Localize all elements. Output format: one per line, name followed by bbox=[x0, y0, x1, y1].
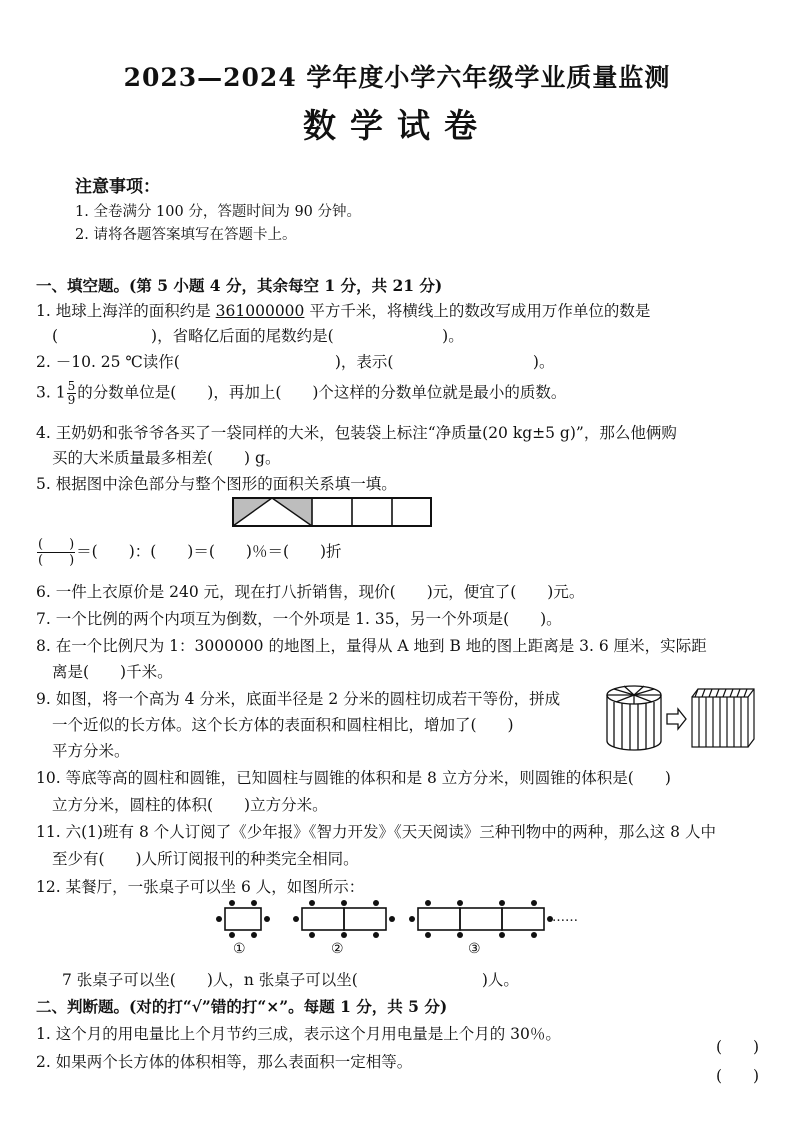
table-1 bbox=[225, 908, 261, 930]
table-3-b bbox=[460, 908, 502, 930]
question-3 bbox=[36, 380, 566, 407]
q1-text-after: 平方千米，将横线上的数改写成用万作单位的数是 bbox=[304, 302, 651, 320]
question-1-line1 bbox=[36, 299, 650, 321]
fraction-numerator: 5 bbox=[67, 379, 76, 393]
question-9-line1: 9. 如图，将一个高为 4 分米，底面半径是 2 分米的圆柱切成若干等份，拼成 bbox=[36, 690, 561, 708]
figure-label-1: ① bbox=[233, 941, 246, 957]
question-9-line2: 一个近似的长方体。这个长方体的表面积和圆柱相比，增加了( ) bbox=[52, 716, 514, 734]
table-3-c bbox=[502, 908, 544, 930]
right-arrow bbox=[667, 709, 686, 729]
table-seating-figure bbox=[210, 898, 590, 960]
notice-heading: 注意事项： bbox=[75, 177, 160, 197]
question-8-line2: 离是( )千米。 bbox=[52, 663, 173, 681]
table-2-left bbox=[302, 908, 344, 930]
question-8-line1: 8. 在一个比例尺为 1：3000000 的地图上，量得从 A 地到 B 地的图上距离是 3. 6 厘米，实际距 bbox=[36, 637, 707, 655]
question-11-line1: 11. 六(1)班有 8 个人订阅了《少年报》《智力开发》《天天阅读》三种刊物中的两种，那么这 8 人中 bbox=[36, 823, 716, 841]
judge-question-1: 1. 这个月的用电量比上个月节约三成，表示这个月用电量是上个月的 30％。 bbox=[36, 1025, 561, 1043]
notice-item-2: 2. 请将各题答案填写在答题卡上。 bbox=[75, 227, 297, 243]
table-2-right bbox=[344, 908, 386, 930]
question-6: 6. 一件上衣原价是 240 元，现在打八折销售，现价( )元，便宜了( )元。 bbox=[36, 583, 585, 601]
question-12: 12. 某餐厅，一张桌子可以坐 6 人，如图所示： bbox=[36, 878, 365, 896]
exam-subtitle: 数学试卷 bbox=[303, 106, 491, 145]
approx-cuboid bbox=[692, 689, 754, 747]
q1-underlined-number: 361000000 bbox=[215, 302, 305, 320]
mixed-fraction bbox=[67, 380, 77, 407]
judge-answer-blank-2: ( ) bbox=[716, 1067, 760, 1085]
q1-text-before: 1. 地球上海洋的面积约是 bbox=[36, 302, 216, 320]
figure-label-2: ② bbox=[331, 941, 344, 957]
figure-ellipsis: …… bbox=[552, 910, 578, 925]
table-3-a bbox=[418, 908, 460, 930]
question-12-answer: 7 张桌子可以坐( )人，n 张桌子可以坐( )人。 bbox=[62, 971, 519, 989]
question-4-line1: 4. 王奶奶和张爷爷各买了一袋同样的大米，包装袋上标注“净质量(20 kg±5 g)”，那么他俩购 bbox=[36, 424, 677, 442]
question-9-line3: 平方分米。 bbox=[52, 742, 130, 760]
question-5: 5. 根据图中涂色部分与整个图形的面积关系填一填。 bbox=[36, 475, 397, 493]
q5-answer-tail: ＝( )：( )＝( )％＝( )折 bbox=[76, 542, 342, 561]
exam-title: 2023—2024 学年度小学六年级学业质量监测 bbox=[123, 63, 671, 92]
q3-rest: 的分数单位是( )，再加上( )个这样的分数单位就是最小的质数。 bbox=[77, 383, 567, 402]
judge-answer-blank-1: ( ) bbox=[716, 1038, 760, 1056]
question-5-answer bbox=[36, 537, 342, 568]
question-11-line2: 至少有( )人所订阅报刊的种类完全相同。 bbox=[52, 850, 359, 868]
fraction-denominator: 9 bbox=[67, 393, 76, 407]
figure-label-3: ③ bbox=[468, 941, 481, 957]
question-1-line2: ( )，省略亿后面的尾数约是( )。 bbox=[52, 327, 464, 345]
question-10-line1: 10. 等底等高的圆柱和圆锥，已知圆柱与圆锥的体积和是 8 立方分米，则圆锥的体积是( ) bbox=[36, 769, 671, 787]
answer-fraction bbox=[37, 537, 75, 568]
question-7: 7. 一个比例的两个内项互为倒数，一个外项是 1. 35，另一个外项是( )。 bbox=[36, 610, 562, 628]
section1-heading: 一、填空题。(第 5 小题 4 分，其余每空 1 分，共 21 分) bbox=[36, 276, 443, 295]
sliced-cylinder bbox=[607, 686, 661, 750]
answer-fraction-denominator: ( ) bbox=[38, 553, 75, 568]
section2-heading: 二、判断题。(对的打“√”错的打“×”。每题 1 分，共 5 分) bbox=[36, 997, 448, 1016]
shaded-area-figure bbox=[232, 497, 432, 527]
q3-prefix: 3. 1 bbox=[36, 383, 66, 402]
question-4-line2: 买的大米质量最多相差( ) g。 bbox=[52, 449, 281, 467]
question-2: 2. －10. 25 ℃读作( )，表示( )。 bbox=[36, 353, 555, 371]
judge-question-2: 2. 如果两个长方体的体积相等，那么表面积一定相等。 bbox=[36, 1053, 413, 1071]
cylinder-to-cuboid-figure bbox=[604, 683, 754, 753]
answer-fraction-numerator: ( ) bbox=[38, 537, 75, 552]
notice-item-1: 1. 全卷满分 100 分，答题时间为 90 分钟。 bbox=[75, 204, 362, 220]
question-10-line2: 立方分米，圆柱的体积( )立方分米。 bbox=[52, 796, 328, 814]
